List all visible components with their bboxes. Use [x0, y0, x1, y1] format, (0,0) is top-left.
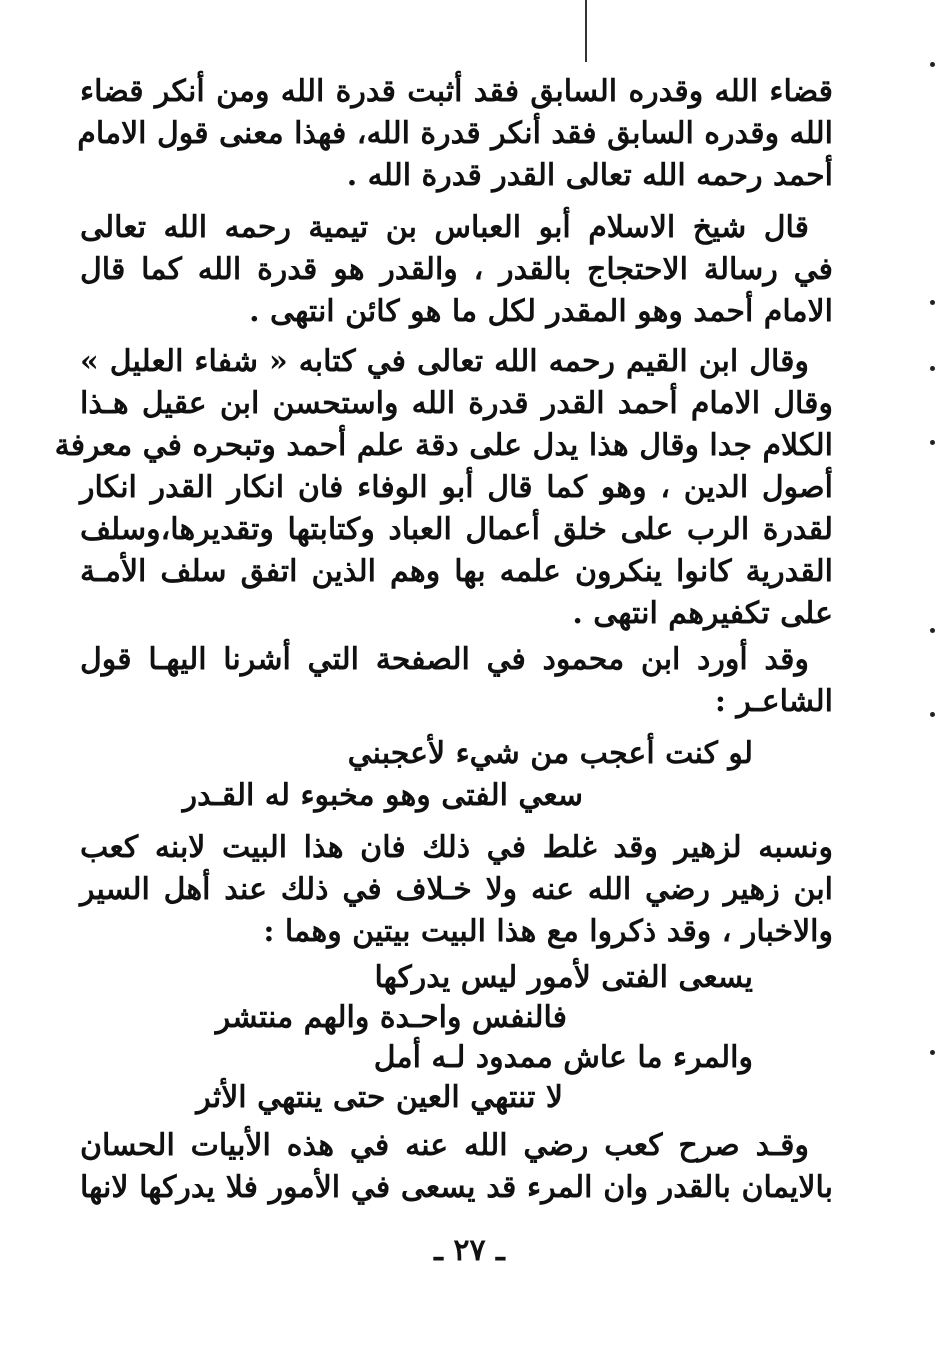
- text-line: الشاعـر :: [714, 684, 833, 719]
- text-line: بالايمان بالقدر وان المرء قد يسعى في الأمور فلا يدركها لانها: [80, 1170, 833, 1205]
- edge-mark: [930, 628, 935, 633]
- text-line: لقدرة الرب على خلق أعمال العباد وكتابتها وتقديرها،وسلف: [80, 512, 833, 547]
- page-number: ـ ٢٧ ـ: [434, 1233, 505, 1268]
- text-line: وقد أورد ابن محمود في الصفحة التي أشرنا اليهـا قول: [80, 642, 809, 677]
- verse-line: لا تنتهي العين حتى ينتهي الأثر: [196, 1080, 563, 1115]
- text-line: وقال الامام أحمد القدر قدرة الله واستحسن ابن عقيل هـذا: [80, 386, 833, 421]
- edge-mark: [930, 440, 935, 445]
- text-line: وقال ابن القيم رحمه الله تعالى في كتابه « شفاء العليل »: [80, 344, 809, 379]
- verse-line: فالنفس واحـدة والهم منتشر: [215, 1000, 567, 1035]
- edge-mark: [930, 300, 935, 305]
- text-line: ونسبه لزهير وقد غلط في ذلك فان هذا البيت لابنه كعب: [80, 830, 833, 865]
- text-line: على تكفيرهم انتهى .: [572, 596, 833, 631]
- verse-line: لو كنت أعجب من شيء لأعجبني: [347, 736, 753, 771]
- text-line: قضاء الله وقدره السابق فقد أثبت قدرة الله ومن أنكر قضاء: [80, 74, 833, 109]
- verse-line: يسعى الفتى لأمور ليس يدركها: [374, 960, 753, 995]
- edge-mark: [930, 1050, 935, 1055]
- text-line: القدرية كانوا ينكرون علمه بها وهم الذين اتفق سلف الأمـة: [80, 554, 833, 589]
- text-line: والاخبار ، وقد ذكروا مع هذا البيت بيتين وهما :: [263, 914, 833, 949]
- text-line: أصول الدين ، وهو كما قال أبو الوفاء فان انكار القدر انكار: [80, 470, 833, 505]
- top-rule: [585, 0, 587, 62]
- text-line: الامام أحمد وهو المقدر لكل ما هو كائن انتهى .: [249, 294, 833, 329]
- text-line: أحمد رحمه الله تعالى القدر قدرة الله .: [346, 158, 833, 193]
- text-line: قال شيخ الاسلام أبو العباس بن تيمية رحمه الله تعالى: [80, 210, 809, 245]
- text-line: الكلام جدا وقال هذا يدل على دقة علم أحمد وتبحره في معرفة: [54, 428, 833, 463]
- edge-mark: [930, 366, 935, 371]
- edge-mark: [930, 62, 935, 67]
- text-line: الله وقدره السابق فقد أنكر قدرة الله، فهذا معنى قول الامام: [77, 116, 833, 151]
- text-line: في رسالة الاحتجاج بالقدر ، والقدر هو قدرة الله كما قال: [80, 252, 833, 287]
- edge-mark: [930, 712, 935, 717]
- verse-line: والمرء ما عاش ممدود لـه أمل: [373, 1040, 753, 1075]
- text-line: وقـد صرح كعب رضي الله عنه في هذه الأبيات الحسان: [80, 1128, 809, 1163]
- verse-line: سعي الفتى وهو مخبوء له القـدر: [182, 778, 583, 813]
- text-line: ابن زهير رضي الله عنه ولا خـلاف في ذلك عند أهل السير: [80, 872, 833, 907]
